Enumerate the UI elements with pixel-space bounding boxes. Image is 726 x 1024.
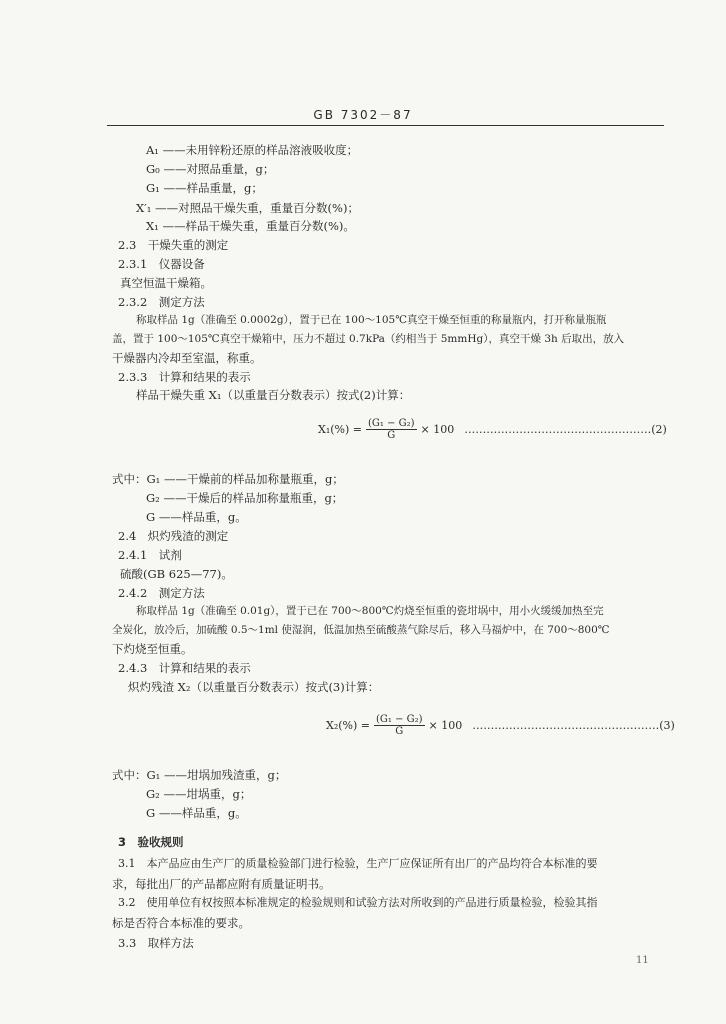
section-heading: 2.4.1 试剂 — [118, 548, 182, 562]
formula-fraction — [366, 418, 417, 441]
text-line: 标是否符合本标准的要求。 — [112, 916, 250, 930]
formula-3 — [326, 714, 675, 737]
text-line: G₂ ——干燥后的样品加称量瓶重，g； — [146, 491, 344, 505]
text-line: 3.1 本产品应由生产厂的质量检验部门进行检验，生产厂应保证所有出厂的产品均符合本标准的要 — [118, 857, 598, 870]
formula-lhs: X₂(%) = — [326, 719, 370, 732]
text-line: 样品干燥失重 X₁（以重量百分数表示）按式(2)计算： — [136, 388, 411, 402]
formula-lhs: X₁(%) = — [318, 423, 362, 436]
formula-denominator: G — [387, 430, 396, 441]
text-line: A₁ ——未用锌粉还原的样品溶液吸收度； — [146, 143, 359, 157]
section-heading: 2.4 炽灼残渣的测定 — [118, 529, 229, 543]
header-rule — [107, 125, 664, 126]
text-line: 硫酸(GB 625—77)。 — [120, 567, 233, 581]
formula-tag: ……………………………………………(2) — [464, 423, 667, 436]
section-heading: 2.3.2 测定方法 — [118, 295, 205, 309]
text-line: X′₁ ——对照品干燥失重，重量百分数(%)； — [136, 201, 359, 215]
formula-fraction — [374, 714, 425, 737]
text-line: 盖，置于 100～105℃真空干燥箱中，压力不超过 0.7kPa（约相当于 5mmHg），真空干燥 3h 后取出，放入 — [112, 333, 625, 345]
text-line: 3.2 使用单位有权按照本标准规定的检验规则和试验方法对所收到的产品进行质量检验，检验其指 — [118, 896, 598, 909]
formula-rhs: × 100 — [428, 719, 463, 732]
section-heading: 2.3 干燥失重的测定 — [118, 238, 229, 252]
chapter-heading: 3 验收规则 — [118, 835, 184, 849]
text-line: 炽灼残渣 X₂（以重量百分数表示）按式(3)计算： — [128, 680, 380, 694]
text-line: 求，每批出厂的产品都应附有质量证明书。 — [112, 877, 331, 891]
formula-denominator: G — [395, 726, 404, 737]
text-line: G ——样品重，g。 — [146, 510, 247, 524]
text-line: G₁ ——样品重量，g； — [146, 181, 263, 195]
section-heading: 3.3 取样方法 — [118, 936, 194, 950]
text-line: X₁ ——样品干燥失重，重量百分数(%)。 — [146, 219, 355, 233]
formula-numerator: (G₁ − G₂) — [376, 714, 423, 725]
section-heading: 2.4.2 测定方法 — [118, 586, 205, 600]
text-line: 式中：G₁ ——坩埚加残渣重，g； — [112, 768, 287, 782]
text-line: 称取样品 1g（准确至 0.01g），置于已在 700～800℃灼烧至恒重的瓷坩埚中，用小火缓缓加热至完 — [136, 605, 604, 617]
text-line: G₂ ——坩埚重，g； — [146, 787, 252, 801]
text-line: 全炭化，放冷后，加硫酸 0.5～1ml 使湿润，低温加热至硫酸蒸气除尽后，移入马福炉中，在 700～800℃ — [112, 624, 610, 636]
section-heading: 2.4.3 计算和结果的表示 — [118, 661, 251, 675]
text-line: 下灼烧至恒重。 — [112, 642, 193, 656]
page-number: 11 — [636, 955, 649, 966]
formula-rhs: × 100 — [420, 423, 455, 436]
section-heading: 2.3.1 仪器设备 — [118, 257, 205, 271]
text-line: 式中：G₁ ——干燥前的样品加称量瓶重，g； — [112, 472, 344, 486]
section-heading: 2.3.3 计算和结果的表示 — [118, 370, 251, 384]
text-line: G ——样品重，g。 — [146, 806, 247, 820]
text-line: 干燥器内冷却至室温，称重。 — [112, 351, 262, 365]
formula-numerator: (G₁ − G₂) — [368, 418, 415, 429]
formula-tag: ……………………………………………(3) — [472, 719, 675, 732]
text-line: G₀ ——对照品重量，g； — [146, 162, 275, 176]
formula-2 — [318, 418, 667, 441]
text-line: 真空恒温干燥箱。 — [120, 276, 212, 290]
text-line: 称取样品 1g（准确至 0.0002g），置于已在 100～105℃真空干燥至恒重的称量瓶内，打开称量瓶瓶 — [136, 314, 607, 326]
page-header: GB 7302－87 — [313, 108, 413, 122]
